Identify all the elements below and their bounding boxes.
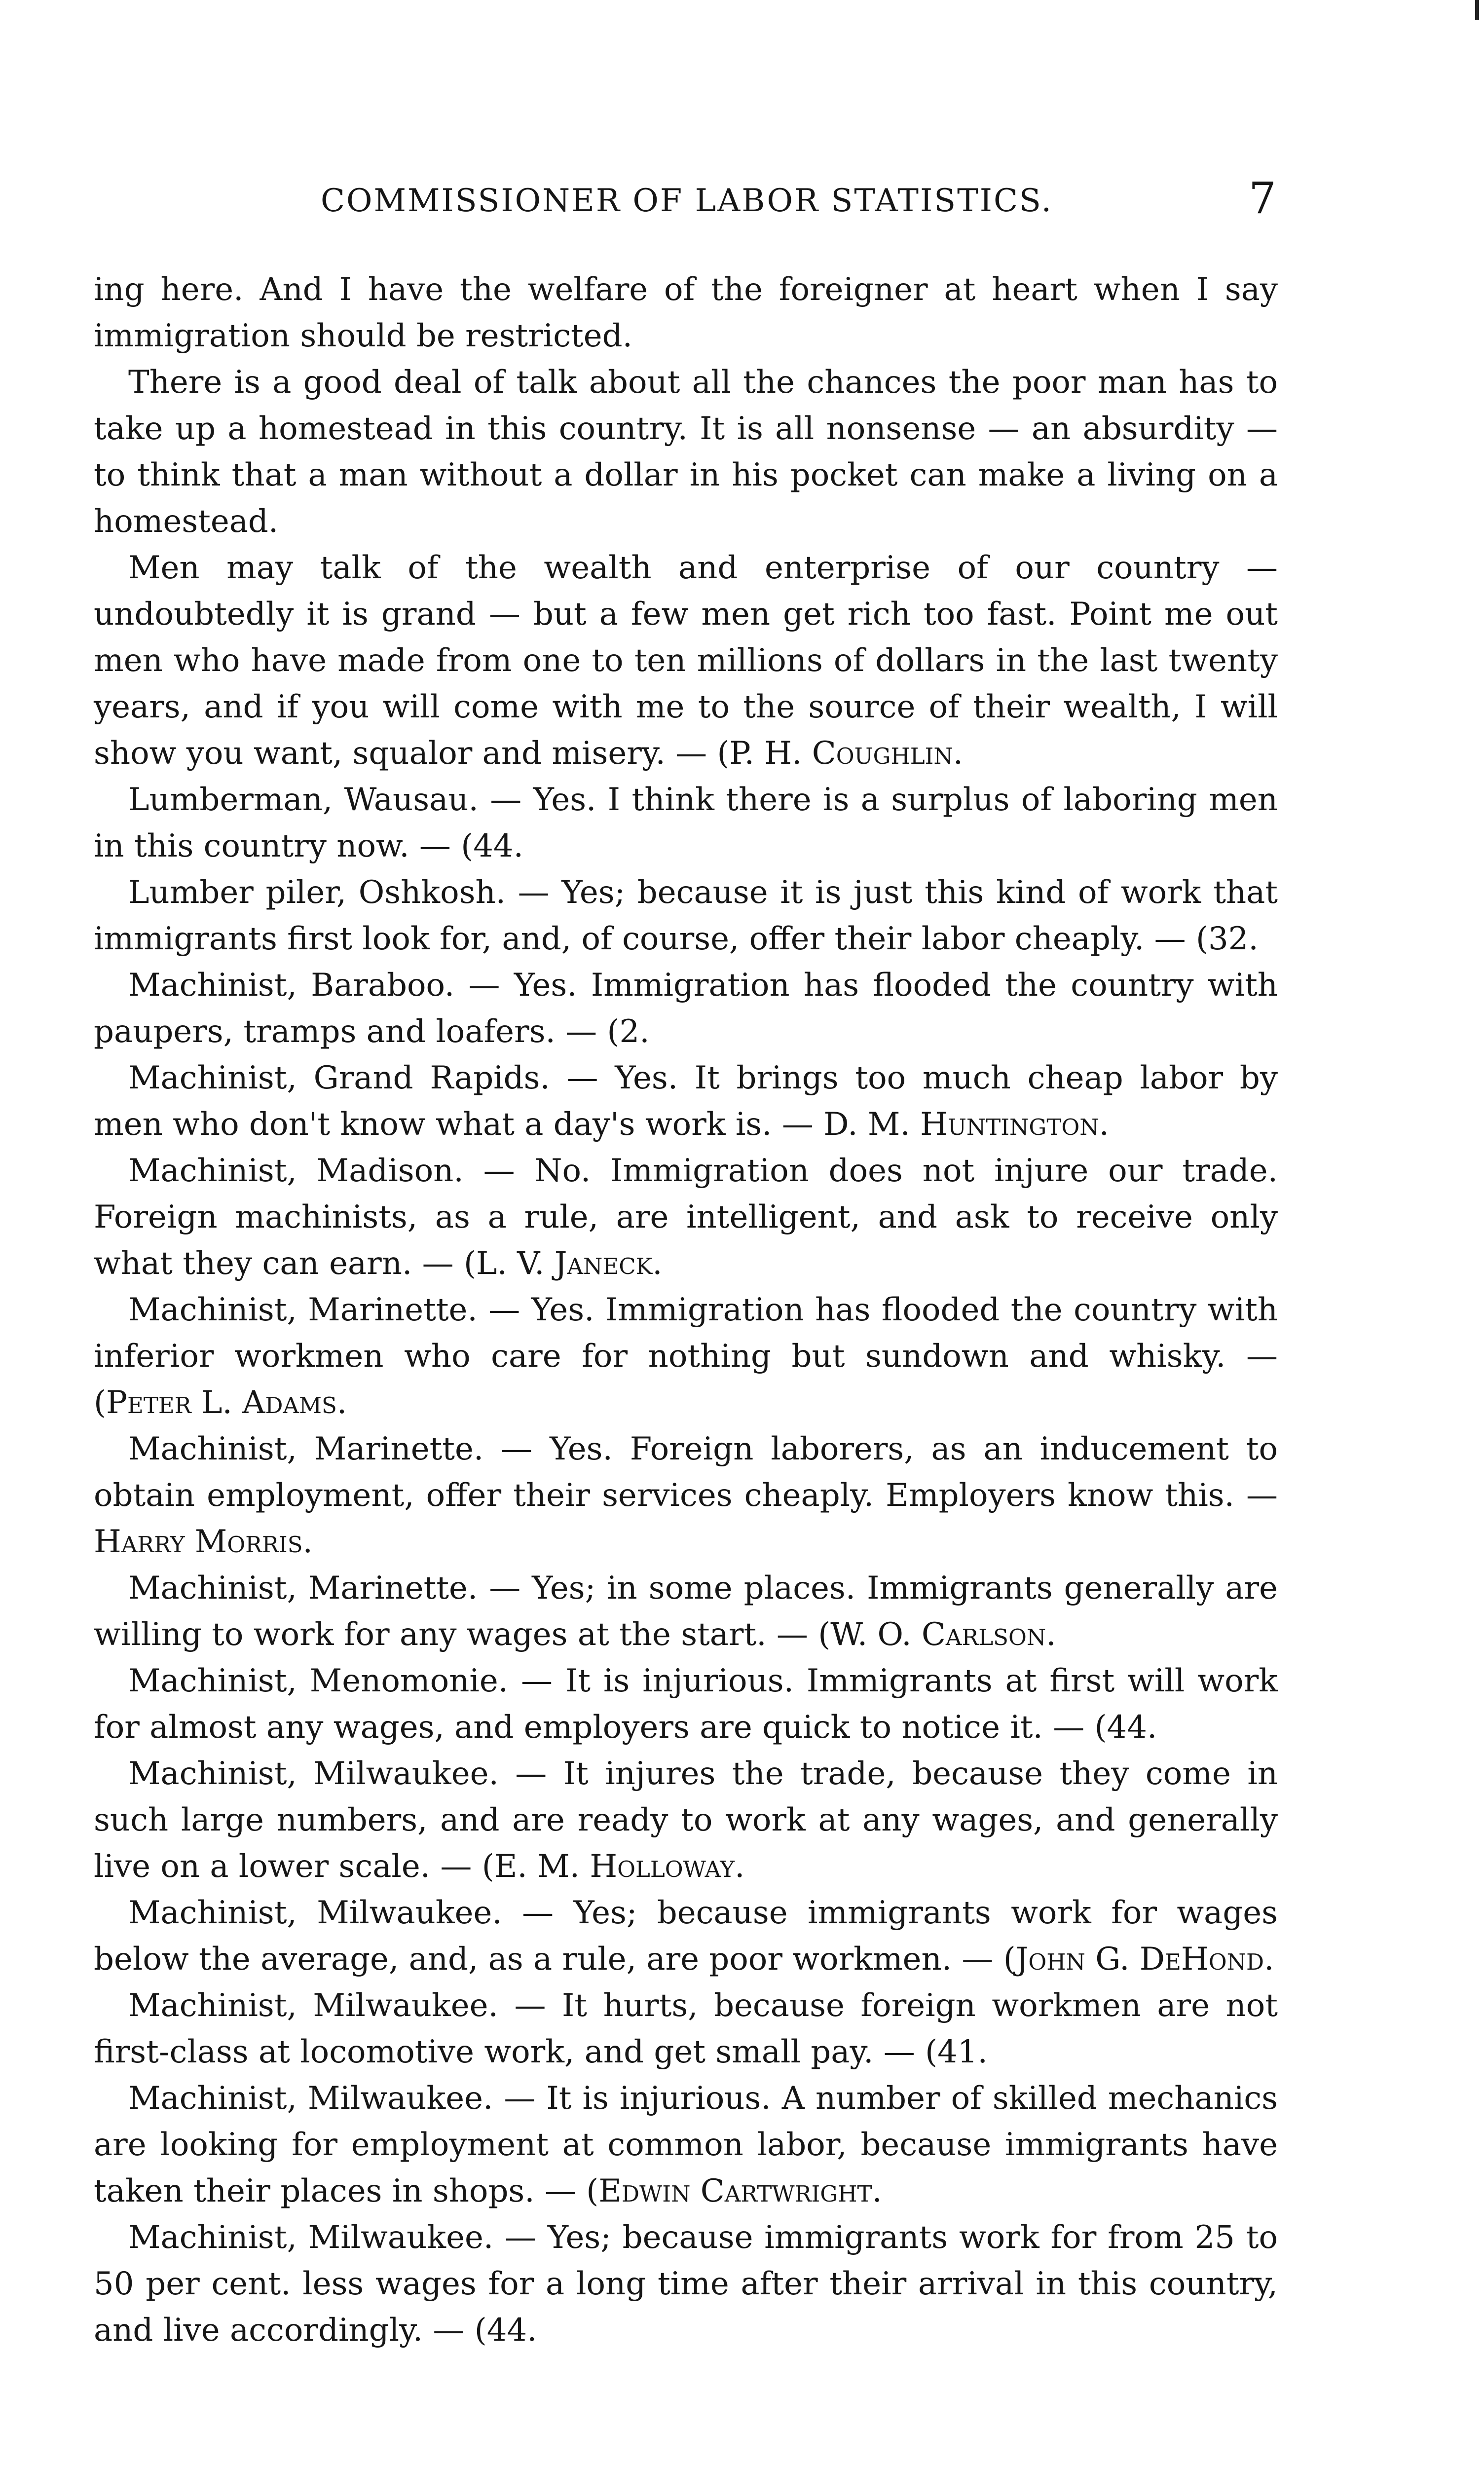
paragraph-13: Machinist, Milwaukee. — It injures the trade, because they come in such large numbers, and are ready to work at any wages, and generally live on a lower scale. — (E. M. Holloway.: [94, 1756, 1278, 1885]
signature: Harry Morris.: [94, 1524, 313, 1560]
paragraph-3: Men may talk of the wealth and enterprise of our country — undoubtedly it is grand — but a few men get rich too fast. Point me out men who have made from one to ten millions of dollars in the last twenty years, and if you will come with me to the source of their wealth, I will show you want, squalor and misery. — (P. H. Coughlin.: [94, 550, 1278, 772]
paragraph-17: Machinist, Milwaukee. — Yes; because immigrants work for from 25 to 50 per cent. less wages for a long time after their arrival in this country, and live accordingly. — (44.: [94, 2219, 1278, 2349]
signature: John G. DeHond.: [1015, 1941, 1274, 1978]
paragraph-15: Machinist, Milwaukee. — It hurts, because foreign workmen are not first-class at locomotive work, and get small pay. — (41.: [94, 1987, 1278, 2070]
signature: L. V. Janeck.: [476, 1245, 663, 1282]
paragraph-5: Lumber piler, Oshkosh. — Yes; because it is just this kind of work that immigrants first look for, and, of course, offer their labor cheaply. — (32.: [94, 874, 1278, 957]
signature: Peter L. Adams.: [106, 1384, 347, 1421]
signature: P. H. Coughlin.: [729, 735, 964, 772]
paragraph-1: ing here. And I have the welfare of the foreigner at heart when I say immigration should be restricted.: [94, 271, 1278, 354]
paragraph-2: There is a good deal of talk about all the chances the poor man has to take up a homestead in this country. It is all nonsense — an absurdity — to think that a man without a dollar in his pocket can make a living on a homestead.: [94, 364, 1278, 540]
running-title: COMMISSIONER OF LABOR STATISTICS.: [321, 183, 1053, 219]
paragraph-9: Machinist, Marinette. — Yes. Immigration has flooded the country with inferior workmen who care for nothing but sundown and whisky. — (Peter L. Adams.: [94, 1292, 1278, 1421]
paragraph-11: Machinist, Marinette. — Yes; in some places. Immigrants generally are willing to work for any wages at the start. — (W. O. Carlson.: [94, 1570, 1278, 1653]
paragraph-16: Machinist, Milwaukee. — It is injurious. A number of skilled mechanics are looking for employment at common labor, because immigrants have taken their places in shops. — (Edwin Cartwright.: [94, 2080, 1278, 2209]
signature: E. M. Holloway.: [494, 1848, 745, 1885]
signature: D. M. Huntington.: [823, 1106, 1109, 1143]
paragraph-8: Machinist, Madison. — No. Immigration does not injure our trade. Foreign machinists, as a rule, are intelligent, and ask to receive only what they can earn. — (L. V. Janeck.: [94, 1153, 1278, 1282]
signature: W. O. Carlson.: [830, 1616, 1056, 1653]
page-header: [94, 168, 1278, 227]
page-number: 7: [1249, 173, 1278, 224]
paragraph-7: Machinist, Grand Rapids. — Yes. It brings too much cheap labor by men who don't know what a day's work is. — D. M. Huntington.: [94, 1060, 1278, 1143]
page-edge-mark: [1475, 0, 1479, 20]
paragraph-10: Machinist, Marinette. — Yes. Foreign laborers, as an inducement to obtain employment, offer their services cheaply. Employers know this. — Harry Morris.: [94, 1431, 1278, 1560]
body-text: [94, 266, 1278, 2354]
paragraph-4: Lumberman, Wausau. — Yes. I think there is a surplus of laboring men in this country now. — (44.: [94, 782, 1278, 864]
paragraph-12: Machinist, Menomonie. — It is injurious. Immigrants at first will work for almost any wages, and employers are quick to notice it. — (44.: [94, 1663, 1278, 1746]
paragraph-14: Machinist, Milwaukee. — Yes; because immigrants work for wages below the average, and, as a rule, are poor workmen. — (John G. DeHond.: [94, 1895, 1278, 1978]
paragraph-6: Machinist, Baraboo. — Yes. Immigration has flooded the country with paupers, tramps and loafers. — (2.: [94, 967, 1278, 1050]
signature: Edwin Cartwright.: [598, 2173, 882, 2209]
